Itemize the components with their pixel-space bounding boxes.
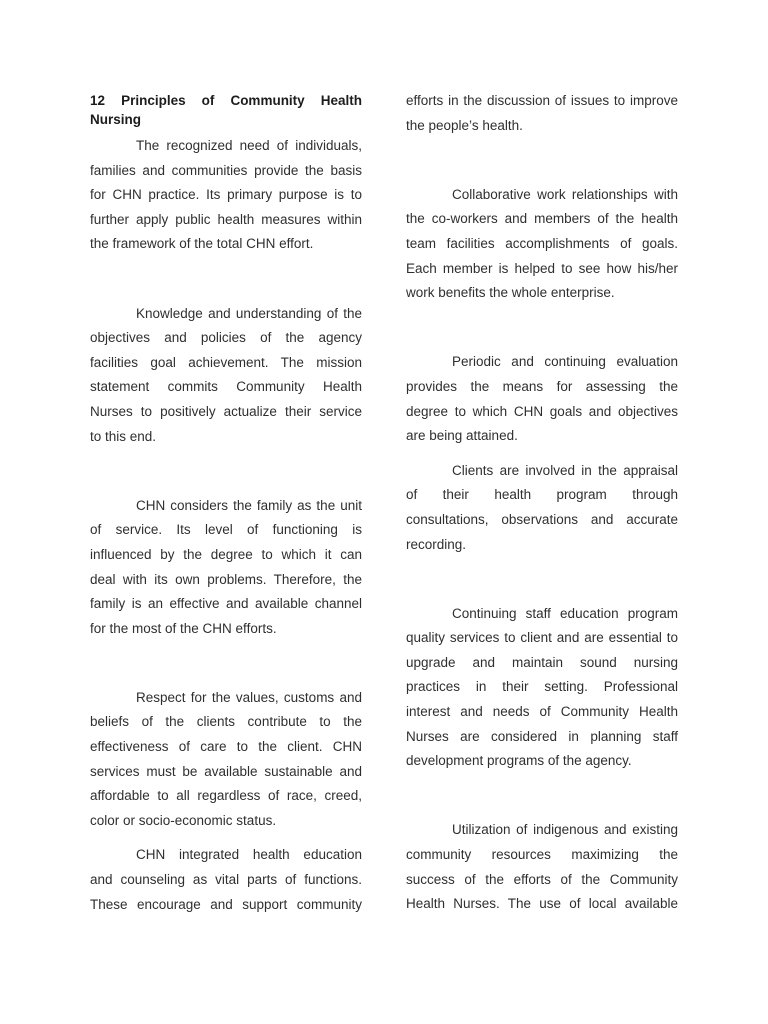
text-line: Periodic and continuing evaluation — [452, 354, 678, 370]
text-line: quality services to client and are essential to — [406, 630, 678, 646]
text-line: for the most of the CHN efforts. — [90, 620, 277, 636]
title-line: Nursing — [90, 112, 142, 127]
right-column — [406, 89, 678, 917]
text-line: family is an effective and available channel — [90, 596, 362, 612]
principle-5-paragraph — [90, 843, 362, 917]
principle-4-paragraph — [90, 686, 362, 834]
title-line: 12 Principles of Community Health — [90, 93, 362, 108]
text-line: beliefs of the clients contribute to the — [90, 714, 362, 730]
text-line: The recognized need of individuals, — [136, 138, 362, 153]
text-line: CHN considers the family as the unit — [136, 497, 362, 513]
text-line: efforts in the discussion of issues to improve — [406, 93, 678, 108]
text-line: facilities goal achievement. The mission — [90, 354, 362, 370]
text-line: practices in their setting. Professional — [406, 679, 678, 695]
principle-2-paragraph — [90, 302, 362, 450]
text-line: Continuing staff education program — [452, 605, 678, 621]
text-line: Each member is helped to see how his/her — [406, 260, 678, 276]
text-line: interest and needs of Community Health — [406, 704, 678, 720]
principle-9-paragraph — [406, 602, 678, 774]
text-line: and counseling as vital parts of functions. — [90, 872, 362, 888]
text-line: recording. — [406, 536, 467, 552]
text-line: affordable to all regardless of race, creed, — [90, 788, 362, 804]
text-line: to this end. — [90, 428, 157, 444]
principle-10-paragraph — [406, 818, 678, 916]
text-line: color or socio-economic status. — [90, 812, 277, 828]
text-line: objectives and policies of the agency — [90, 330, 362, 346]
text-line: influenced by the degree to which it can — [90, 546, 362, 562]
text-line: consultations, observations and accurate — [406, 511, 678, 527]
text-line: community resources maximizing the — [406, 847, 678, 863]
text-line: Collaborative work relationships with — [452, 186, 678, 202]
text-line: CHN integrated health education — [136, 847, 362, 863]
text-line: the framework of the total CHN effort. — [90, 236, 314, 252]
text-line: team facilities accomplishments of goals. — [406, 235, 678, 251]
text-line: services must be available sustainable and — [90, 763, 362, 779]
text-line: further apply public health measures within — [90, 211, 362, 227]
text-line: These encourage and support community — [90, 896, 362, 912]
text-line: work benefits the whole enterprise. — [406, 285, 615, 301]
principle-6-paragraph — [406, 183, 678, 306]
left-column — [90, 91, 362, 917]
text-line: deal with its own problems. Therefore, the — [90, 571, 362, 587]
text-line: for CHN practice. Its primary purpose is to — [90, 187, 362, 203]
text-line: the people’s health. — [406, 117, 523, 133]
text-line: success of the efforts of the Community — [406, 871, 678, 887]
text-line: of service. Its level of functioning is — [90, 522, 362, 538]
principle-1-paragraph — [90, 134, 362, 257]
text-line: Nurses are considered in planning staff — [406, 728, 678, 744]
text-line: Health Nurses. The use of local available — [406, 896, 678, 912]
text-line: statement commits Community Health — [90, 379, 362, 395]
text-line: families and communities provide the basis — [90, 162, 362, 178]
text-line: Clients are involved in the appraisal — [452, 462, 678, 478]
text-line: Utilization of indigenous and existing — [452, 822, 678, 838]
text-line: of their health program through — [406, 487, 678, 503]
document-title — [90, 91, 362, 129]
text-line: the co-workers and members of the health — [406, 211, 678, 227]
text-line: upgrade and maintain sound nursing — [406, 654, 678, 670]
text-line: development programs of the agency. — [406, 753, 632, 769]
principle-7-paragraph — [406, 350, 678, 448]
text-line: are being attained. — [406, 428, 518, 444]
text-line: Nurses to positively actualize their service — [90, 403, 362, 419]
text-line: degree to which CHN goals and objectives — [406, 403, 678, 419]
principle-3-paragraph — [90, 494, 362, 642]
text-line: provides the means for assessing the — [406, 378, 678, 394]
text-line: effectiveness of care to the client. CHN — [90, 739, 362, 755]
principle-8-paragraph — [406, 459, 678, 557]
principle-5-paragraph-continued — [406, 89, 678, 138]
text-line: Respect for the values, customs and — [136, 689, 362, 705]
text-line: Knowledge and understanding of the — [136, 305, 362, 321]
